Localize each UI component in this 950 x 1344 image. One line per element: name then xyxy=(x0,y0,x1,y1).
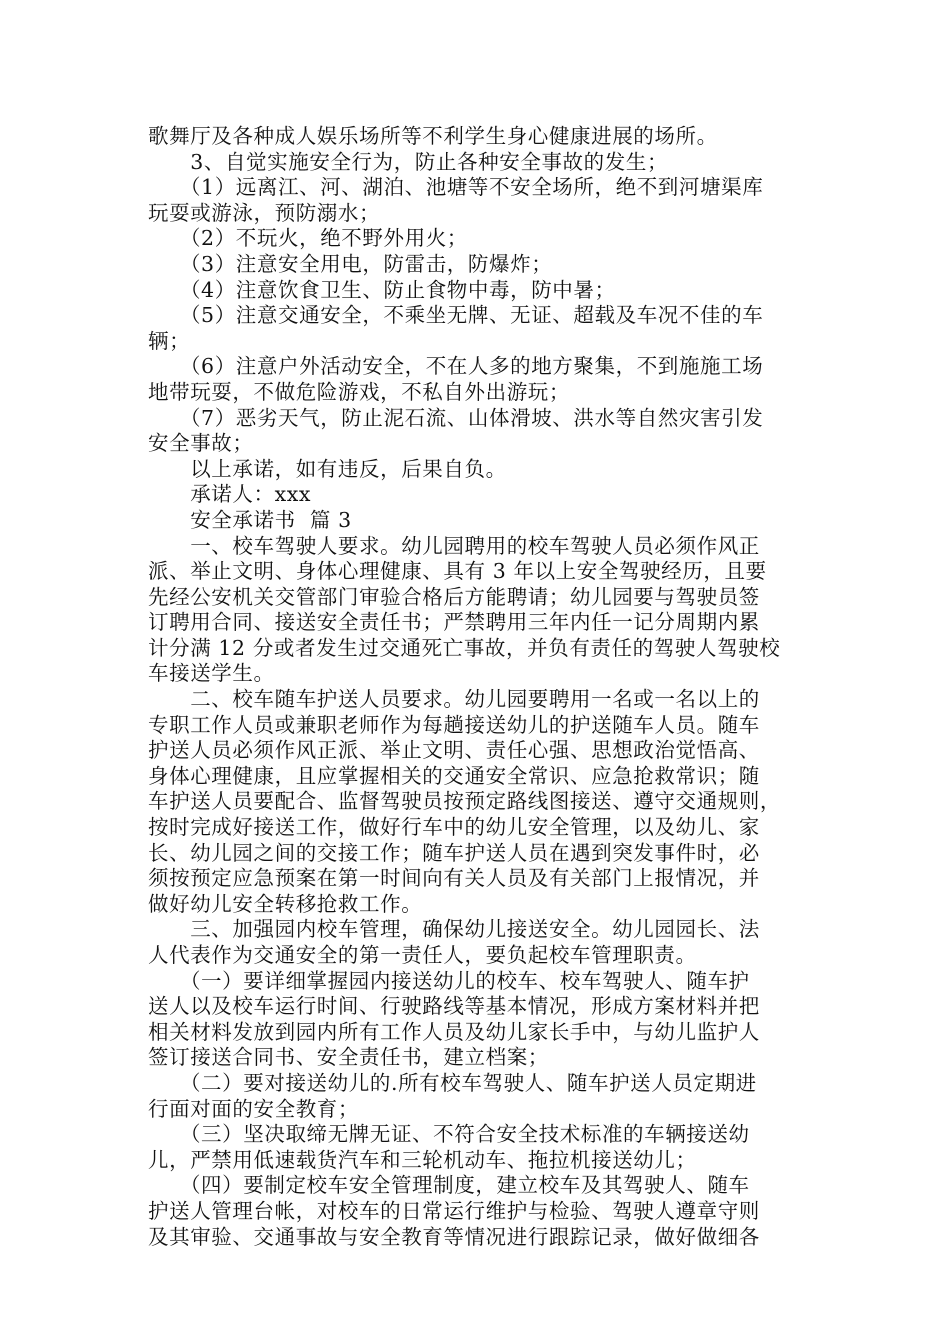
document-line: 辆； xyxy=(148,328,191,353)
document-line: （四）要制定校车安全管理制度，建立校车及其驾驶人、随车 xyxy=(148,1173,750,1198)
document-line: （一）要详细掌握园内接送幼儿的校车、校车驾驶人、随车护 xyxy=(148,968,750,993)
document-line: 订聘用合同、接送安全责任书；严禁聘用三年内任一记分周期内累 xyxy=(148,610,760,635)
document-line: 按时完成好接送工作，做好行车中的幼儿安全管理，以及幼儿、家 xyxy=(148,815,760,840)
document-line: 做好幼儿安全转移抢救工作。 xyxy=(148,891,423,916)
document-line: 派、举止文明、身体心理健康、具有 3 年以上安全驾驶经历，且要 xyxy=(148,559,767,584)
document-line: 先经公安机关交管部门审验合格后方能聘请；幼儿园要与驾驶员签 xyxy=(148,584,760,609)
document-line: 须按预定应急预案在第一时间向有关人员及有关部门上报情况，并 xyxy=(148,866,760,891)
document-line: （2）不玩火，绝不野外用火； xyxy=(148,226,468,251)
document-line: 及其审验、交通事故与安全教育等情况进行跟踪记录，做好做细各 xyxy=(148,1224,760,1249)
document-line: （5）注意交通安全，不乘坐无牌、无证、超载及车况不佳的车 xyxy=(148,303,764,328)
document-line: 二、校车随车护送人员要求。幼儿园要聘用一名或一名以上的 xyxy=(148,687,760,712)
document-line: 一、校车驾驶人要求。幼儿园聘用的校车驾驶人员必须作风正 xyxy=(148,533,760,558)
document-line: 玩耍或游泳，预防溺水； xyxy=(148,200,381,225)
document-line: 安全承诺书 篇 3 xyxy=(148,507,352,532)
document-line: 车接送学生。 xyxy=(148,661,275,686)
document-line: 专职工作人员或兼职老师作为每趟接送幼儿的护送随车人员。随车 xyxy=(148,712,760,737)
document-line: （二）要对接送幼儿的.所有校车驾驶人、随车护送人员定期进 xyxy=(148,1070,757,1095)
document-line: 车护送人员要配合、监督驾驶员按预定路线图接送、遵守交通规则， xyxy=(148,789,781,814)
document-line: 3、自觉实施安全行为，防止各种安全事故的发生； xyxy=(148,149,669,174)
document-line: （3）注意安全用电，防雷击，防爆炸； xyxy=(148,251,553,276)
document-line: 地带玩耍，不做危险游戏，不私自外出游玩； xyxy=(148,379,570,404)
document-line: 签订接送合同书、安全责任书，建立档案； xyxy=(148,1045,549,1070)
document-line: 承诺人：xxx xyxy=(148,482,312,507)
document-line: 三、加强园内校车管理，确保幼儿接送安全。幼儿园园长、法 xyxy=(148,917,760,942)
document-line: 身体心理健康，且应掌握相关的交通安全常识、应急抢救常识；随 xyxy=(148,763,760,788)
document-line: 行面对面的安全教育； xyxy=(148,1096,359,1121)
document-line: （三）坚决取缔无牌无证、不符合安全技术标准的车辆接送幼 xyxy=(148,1122,750,1147)
document-line: 送人以及校车运行时间、行驶路线等基本情况，形成方案材料并把 xyxy=(148,994,760,1019)
document-line: 人代表作为交通安全的第一责任人，要负起校车管理职责。 xyxy=(148,943,697,967)
document-body xyxy=(148,124,820,1250)
document-line: （7）恶劣天气，防止泥石流、山体滑坡、洪水等自然灾害引发 xyxy=(148,405,764,430)
document-line: （4）注意饮食卫生、防止食物中毒，防中暑； xyxy=(148,277,616,302)
document-line: 长、幼儿园之间的交接工作；随车护送人员在遇到突发事件时，必 xyxy=(148,840,760,865)
document-line: 护送人管理台帐，对校车的日常运行维护与检验、驾驶人遵章守则 xyxy=(148,1198,760,1223)
document-line: （1）远离江、河、湖泊、池塘等不安全场所，绝不到河塘渠库 xyxy=(148,175,764,200)
document-line: 儿，严禁用低速载货汽车和三轮机动车、拖拉机接送幼儿； xyxy=(148,1147,697,1172)
document-line: 相关材料发放到园内所有工作人员及幼儿家长手中，与幼儿监护人 xyxy=(148,1019,760,1044)
document-line: 安全事故； xyxy=(148,431,254,456)
document-line: 计分满 12 分或者发生过交通死亡事故，并负有责任的驾驶人驾驶校 xyxy=(148,635,781,660)
document-line: 以上承诺，如有违反，后果自负。 xyxy=(148,456,507,481)
document-line: 歌舞厅及各种成人娱乐场所等不利学生身心健康进展的场所。 xyxy=(148,124,718,148)
document-line: （6）注意户外活动安全，不在人多的地方聚集，不到施施工场 xyxy=(148,354,764,379)
document-line: 护送人员必须作风正派、举止文明、责任心强、思想政治觉悟高、 xyxy=(148,738,760,763)
